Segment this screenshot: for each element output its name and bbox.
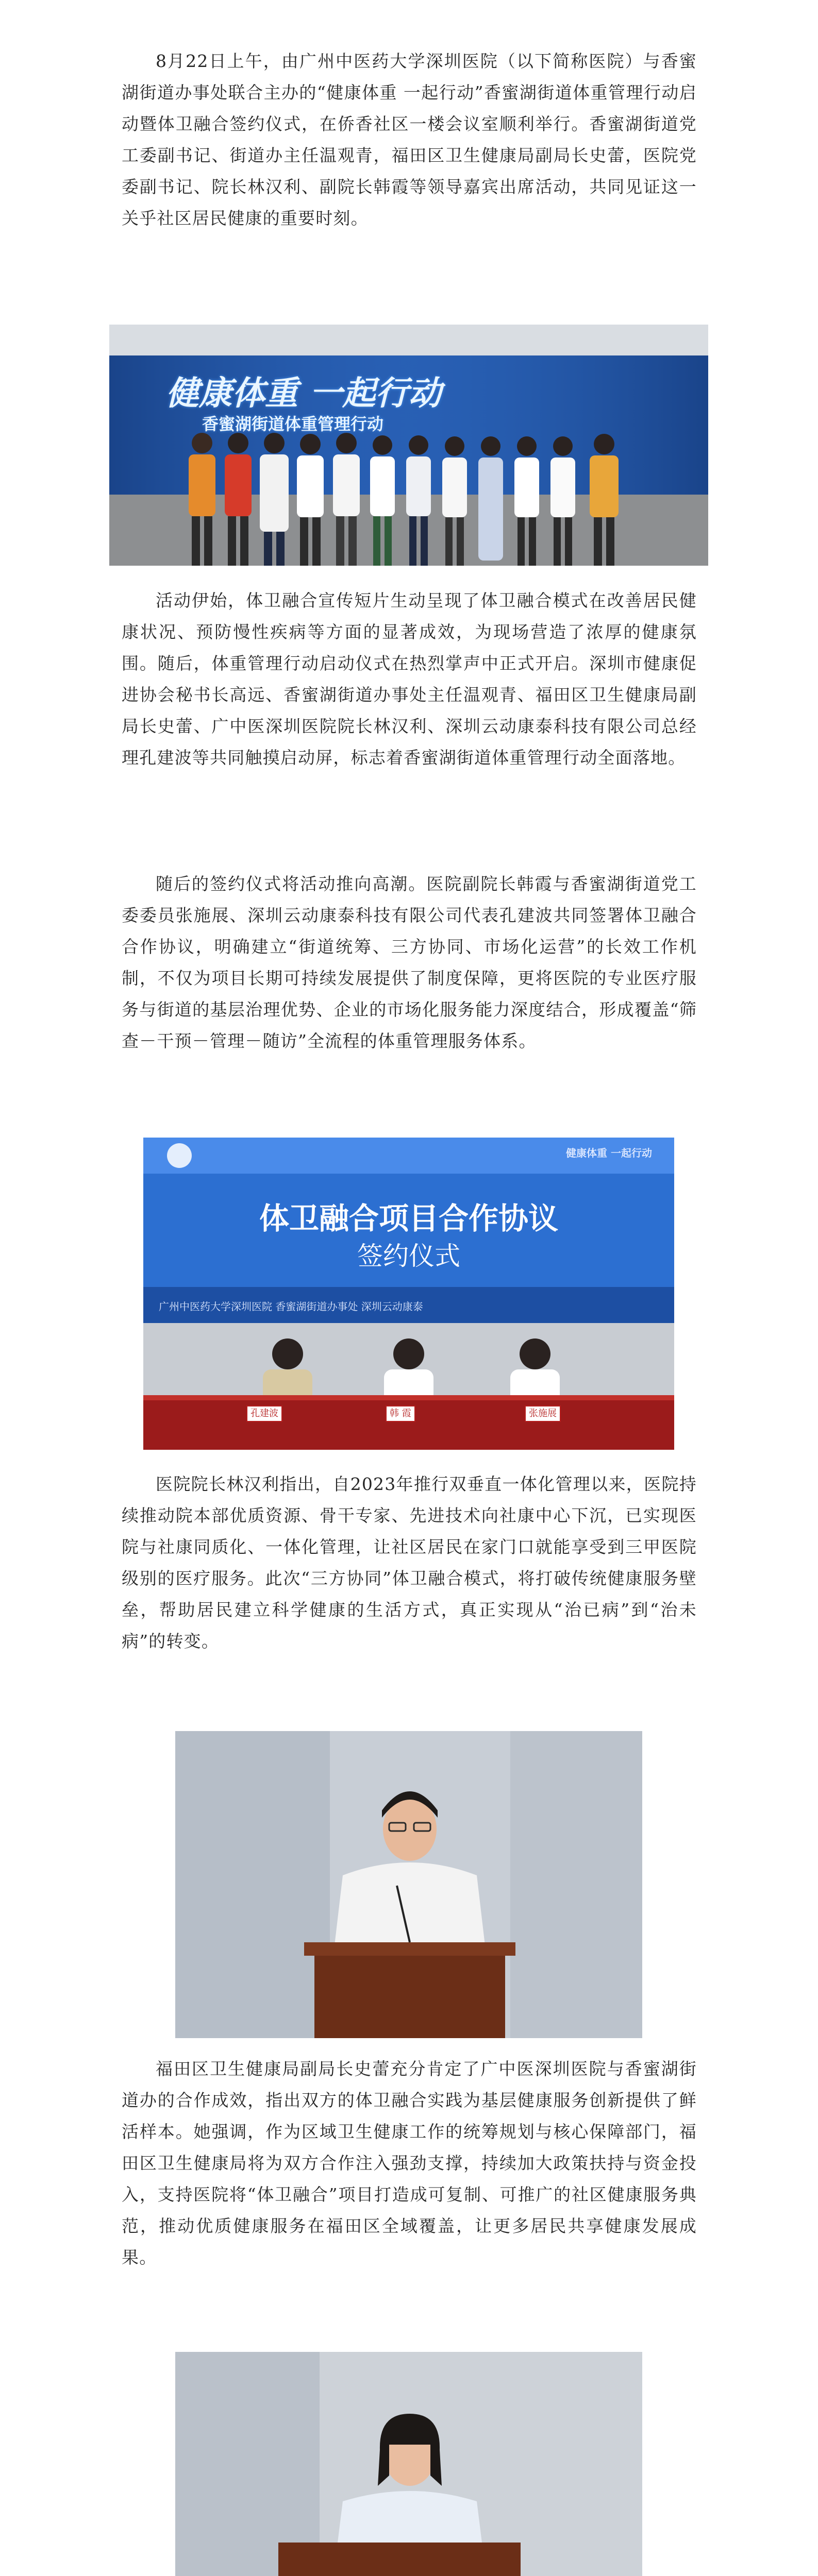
paragraph-launch: 活动伊始，体卫融合宣传短片生动呈现了体卫融合模式在改善居民健康状况、预防慢性疾病等方面的显著成效，为现场营造了浓厚的健康氛围。随后，体重管理行动启动仪式在热烈掌声中正式开启。深圳市健康促进协会秘书长高远、香蜜湖街道办事处主任温观青、福田区卫生健康局副局长史蕾、广中医深圳医院院长林汉利、深圳云动康泰科技有限公司总经理孔建波等共同触摸启动屏，标志着香蜜湖街道体重管理行动全面落地。	[122, 590, 697, 768]
nameplate: 张施展	[525, 1405, 561, 1422]
president-speech-scene	[175, 1731, 642, 2038]
deputy-director-speech-photo	[175, 2352, 642, 2576]
nameplate: 韩 霞	[386, 1405, 415, 1422]
nameplate: 孔建波	[246, 1405, 282, 1422]
paragraph-signing: 随后的签约仪式将活动推向高潮。医院副院长韩霞与香蜜湖街道党工委委员张施展、深圳云动康泰科技有限公司代表孔建波共同签署体卫融合合作协议，明确建立“街道统筹、三方协同、市场化运营”的长效工作机制，不仅为项目长期可持续发展提供了制度保障，更将医院的专业医疗服务与街道的基层治理优势、企业的市场化服务能力深度结合，形成覆盖“筛查－干预－管理－随访”全流程的体重管理服务体系。	[122, 874, 697, 1051]
paragraph-health-bureau-remarks: 福田区卫生健康局副局长史蕾充分肯定了广中医深圳医院与香蜜湖街道办的合作成效，指出双方的体卫融合实践为基层健康服务创新提供了鲜活样本。她强调，作为区域卫生健康工作的统筹规划与核心保障部门，福田区卫生健康局将为双方合作注入强劲支撑，持续加大政策扶持与资金投入，支持医院将“体卫融合”项目打造成可复制、可推广的社区健康服务典范，推动优质健康服务在福田区全域覆盖，让更多居民共享健康发展成果。	[122, 2059, 697, 2267]
signing-ceremony-scene	[143, 1138, 674, 1450]
president-speech-photo	[175, 1731, 642, 2038]
backdrop-title: 体卫融合项目合作协议	[259, 1201, 558, 1236]
paragraph-intro: 8月22日上午，由广州中医药大学深圳医院（以下简称医院）与香蜜湖街道办事处联合主办的“健康体重 一起行动”香蜜湖街道体重管理行动启动暨体卫融合签约仪式，在侨香社区一楼会议室顺利举行。香蜜湖街道党工委副书记、街道办主任温观青，福田区卫生健康局副局长史蕾，医院党委副书记、院长林汉利、副院长韩霞等领导嘉宾出席活动，共同见证这一关乎社区居民健康的重要时刻。	[122, 51, 697, 228]
group-photo	[109, 325, 708, 566]
deputy-director-speech-scene	[175, 2352, 642, 2576]
banner-sub-text: 香蜜湖街道体重管理行动	[202, 414, 384, 434]
paragraph-president-remarks: 医院院长林汉利指出，自2023年推行双垂直一体化管理以来，医院持续推动院本部优质资源、骨干专家、先进技术向社康中心下沉，已实现医院与社康同质化、一体化管理，让社区居民在家门口就能享受到三甲医院级别的医疗服务。此次“三方协同”体卫融合模式，将打破传统健康服务壁垒，帮助居民建立科学健康的生活方式，真正实现从“治已病”到“治未病”的转变。	[122, 1474, 697, 1651]
backdrop-organizer-strip: 广州中医药大学深圳医院 香蜜湖街道办事处 深圳云动康泰	[159, 1300, 423, 1313]
banner-main-text: 健康体重 一起行动	[166, 375, 442, 413]
group-photo-scene	[109, 325, 708, 566]
backdrop-subtitle: 签约仪式	[357, 1241, 460, 1271]
signing-ceremony-photo	[143, 1138, 674, 1450]
backdrop-logo-text: 健康体重 一起行动	[566, 1147, 652, 1159]
